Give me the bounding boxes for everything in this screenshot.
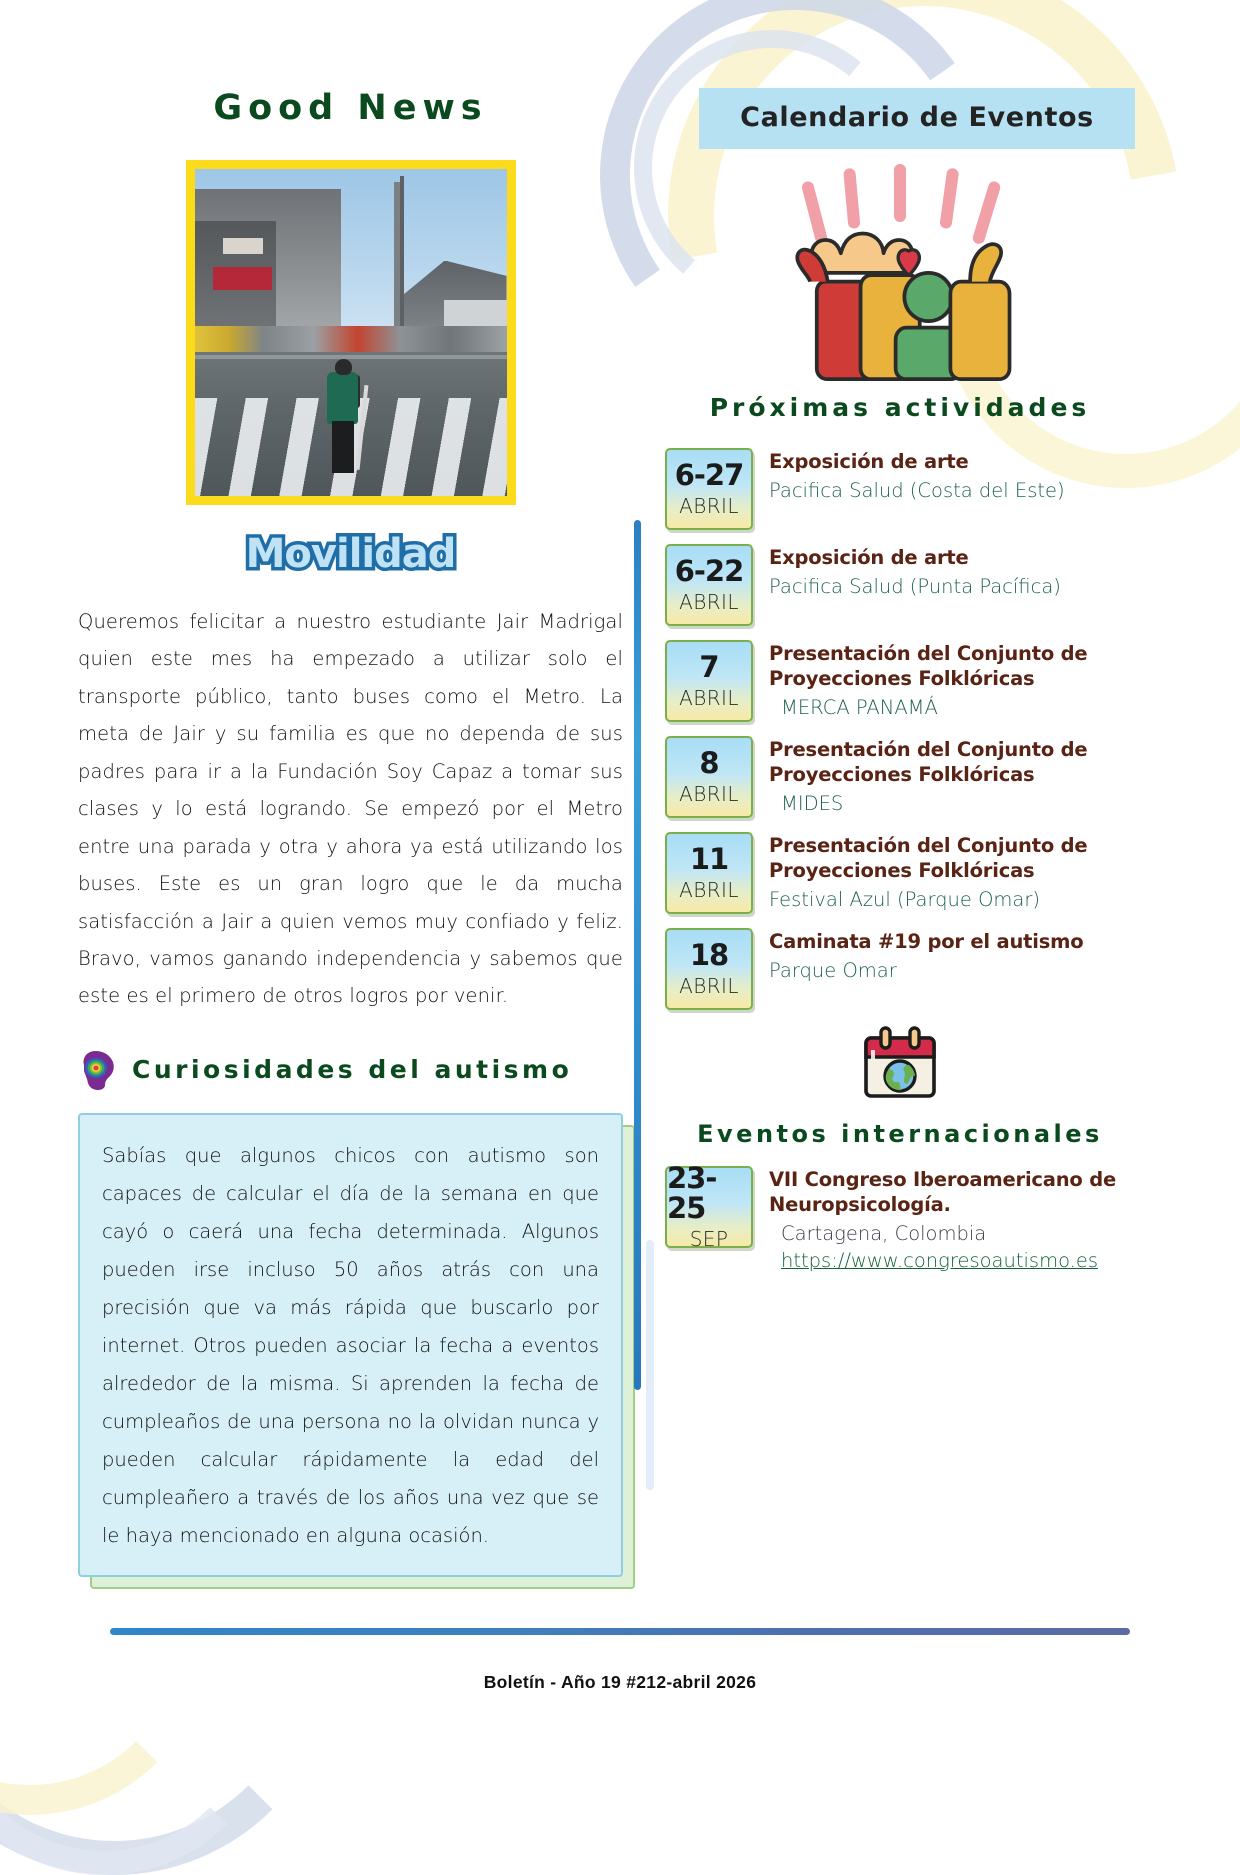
event-title: Presentación del Conjunto de Proyecciones Folklóricas <box>769 642 1088 690</box>
event-title: VII Congreso Iberoamericano de Neuropsicología. <box>769 1168 1116 1216</box>
event-details <box>769 1166 1135 1272</box>
event-month: ABRIL <box>679 494 739 519</box>
event-details <box>769 544 1061 598</box>
footer-divider-rule <box>110 1628 1130 1635</box>
event-item[interactable] <box>665 928 1135 1010</box>
photo-storefront-sign <box>213 267 272 290</box>
curiosities-heading <box>78 1049 623 1091</box>
fact-callout-box <box>78 1113 623 1577</box>
photo-light-pole-thin <box>400 176 404 346</box>
event-month: ABRIL <box>679 974 739 999</box>
celebrating-hands-heart-illustration <box>735 159 1065 389</box>
fact-text: Sabías que algunos chicos con autismo son capaces de calcular el día de la semana en que cayó o caerá una fecha determinada. Algunos pueden irse incluso 50 años atrás con una precisión que va más rápida que buscarlo por internet. Otros pueden asociar la fecha a eventos alrededor de la misma. Si aprenden la fecha de cumpleaños de una persona no la olvidan nunca y pueden calcular rápidamente la edad del cumpleañero a través de los años una vez que se le haya mencionado en alguna ocasión. <box>78 1113 623 1577</box>
event-month: ABRIL <box>679 782 739 807</box>
event-day: 11 <box>689 841 729 876</box>
article-photo <box>186 160 516 505</box>
events-list <box>665 448 1135 1010</box>
event-details <box>769 928 1083 982</box>
event-url-link[interactable]: https://www.congresoautismo.es <box>781 1248 1099 1272</box>
photo-caption-text: Movilidad <box>245 531 456 577</box>
event-date-badge <box>665 1160 753 1252</box>
event-details <box>769 448 1065 502</box>
event-title: Caminata #19 por el autismo <box>769 930 1084 953</box>
photo-person-legs <box>332 421 354 473</box>
column-divider <box>634 520 641 1390</box>
event-title: Presentación del Conjunto de Proyecciones Folklóricas <box>769 834 1088 882</box>
event-venue: MERCA PANAMÁ <box>781 695 938 719</box>
calendar-banner-text: Calendario de Eventos <box>740 102 1094 133</box>
event-venue: Cartagena, Colombia <box>781 1221 987 1245</box>
article-body: Queremos felicitar a nuestro estudiante Jair Madrigal quien este mes ha empezado a utilizar solo el transporte público, tanto buses como el Metro. La meta de Jair y su familia es que no dependa de sus padres para ir a la Fundación Soy Capaz a tomar sus clases y lo está logrando. Se empezó por el Metro entre una parada y otra y ahora ya está utilizando los buses. Este es un gran logro que le da mucha satisfacción a Jair a quien vemos muy confiado y feliz. Bravo, vamos ganando independencia y sabemos que este es el primero de otros logros por venir. <box>78 610 623 1008</box>
event-item[interactable] <box>665 640 1135 722</box>
decorative-strip-blue-b <box>646 1240 654 1490</box>
event-title: Exposición de arte <box>769 546 969 569</box>
event-date-badge <box>665 640 753 722</box>
footer-caption: Boletín - Año 19 #212-abril 2026 <box>483 1672 757 1692</box>
international-events-heading: Eventos internacionales <box>697 1120 1103 1148</box>
right-column <box>665 88 1135 1286</box>
page-title: Good News <box>213 88 488 128</box>
photo-storefront-sign-upper <box>223 238 264 254</box>
rainbow-brain-icon <box>78 1049 118 1091</box>
event-details <box>769 832 1135 911</box>
event-venue: MIDES <box>781 791 844 815</box>
event-month: ABRIL <box>679 878 739 903</box>
event-item[interactable] <box>665 544 1135 626</box>
curiosities-heading-text: Curiosidades del autismo <box>132 1055 573 1085</box>
event-day: 18 <box>689 937 729 972</box>
photo-curb <box>195 355 507 359</box>
event-day: 6-27 <box>674 457 744 492</box>
photo-person-torso <box>327 372 358 424</box>
event-date-badge <box>665 928 753 1010</box>
event-date-badge <box>665 544 753 626</box>
international-event-item[interactable] <box>665 1160 1135 1272</box>
event-date-badge <box>665 448 753 530</box>
event-details <box>769 736 1135 815</box>
event-item[interactable] <box>665 448 1135 530</box>
international-events-list <box>665 1160 1135 1272</box>
upcoming-activities-heading: Próximas actividades <box>709 393 1091 422</box>
event-venue: Pacifica Salud (Costa del Este) <box>769 478 1065 502</box>
calendar-banner <box>699 88 1135 149</box>
event-date-badge <box>665 832 753 914</box>
event-item[interactable] <box>665 832 1135 914</box>
event-venue: Parque Omar <box>769 958 897 982</box>
event-date-badge <box>665 736 753 818</box>
left-column <box>78 88 623 1577</box>
event-day: 6-22 <box>674 553 744 588</box>
photo-caption <box>78 531 623 577</box>
photo-parked-cars <box>195 326 507 352</box>
event-day: 23-25 <box>667 1160 717 1225</box>
event-title: Presentación del Conjunto de Proyecciones Folklóricas <box>769 738 1088 786</box>
event-month: ABRIL <box>679 686 739 711</box>
event-venue: Pacifica Salud (Punta Pacífica) <box>769 574 1061 598</box>
event-month: SEP <box>689 1227 729 1252</box>
event-details <box>769 640 1135 719</box>
photo-person-head <box>335 359 352 375</box>
event-item[interactable] <box>665 736 1135 818</box>
event-venue: Festival Azul (Parque Omar) <box>769 887 1040 911</box>
event-day: 8 <box>699 745 719 780</box>
event-title: Exposición de arte <box>769 450 969 473</box>
calendar-globe-icon <box>857 1024 943 1110</box>
event-month: ABRIL <box>679 590 739 615</box>
event-day: 7 <box>699 649 719 684</box>
